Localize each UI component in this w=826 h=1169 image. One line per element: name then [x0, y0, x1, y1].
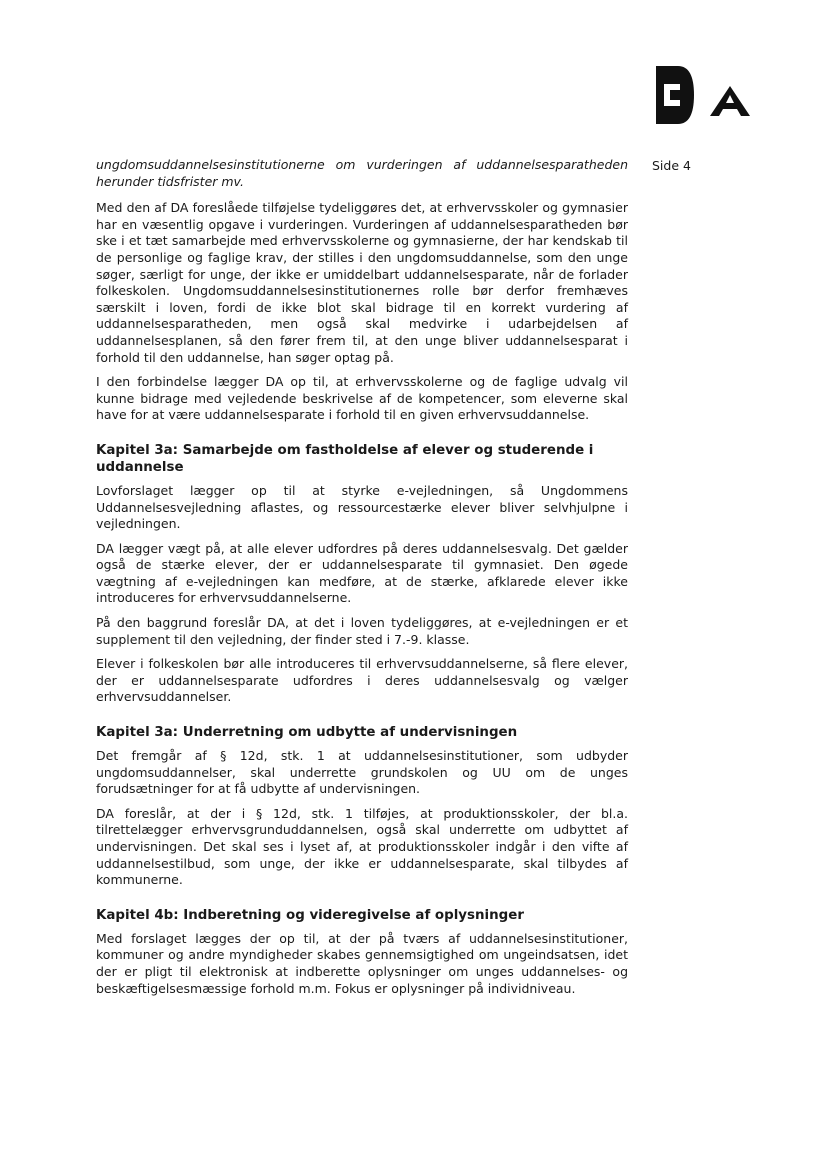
document-body: [96, 157, 628, 1005]
paragraph: På den baggrund foreslår DA, at det i loven tydeliggøres, at e-vejledningen er et supplement til den vejledning, der finder sted i 7.-9. klasse.: [96, 615, 628, 647]
logo-a-shape: [710, 86, 750, 116]
paragraph: Elever i folkeskolen bør alle introduceres til erhvervsuddannelserne, så flere elever, der er uddannelsesparate udfordres i deres uddannelsesvalg og vælger erhvervsuddannelser.: [96, 656, 628, 705]
paragraph: Lovforslaget lægger op til at styrke e-vejledningen, så Ungdommens Uddannelsesvejledning aflastes, og ressourcestærke elever bliver selvhjulpne i vejledningen.: [96, 482, 628, 532]
logo-inner-bar: [670, 90, 684, 100]
section-heading: Kapitel 4b: Indberetning og videregivelse af oplysninger: [96, 907, 524, 923]
page-number-label: Side 4: [652, 158, 691, 173]
paragraph: DA foreslår, at der i § 12d, stk. 1 tilføjes, at produktionsskoler, der bl.a. tilrettelægger erhvervsgrunduddannelsen, også skal underrette om udbyttet af undervisningen. Det skal ses i lyset af, at produktionsskoler indgår i den vifte af uddannelsestilbud, som unge, der ikke er uddannelsesparate, skal tilbydes af kommunerne.: [96, 805, 628, 888]
paragraph: DA lægger vægt på, at alle elever udfordres på deres uddannelsesvalg. Det gælder også de stærke elever, der er uddannelsesparate til gymnasiet. Den øgede vægtning af e-vejledningen kan medføre, at de stærke, afklarede elever ikke introduceres for erhvervsuddannelserne.: [96, 540, 628, 606]
paragraph: I den forbindelse lægger DA op til, at erhvervsskolerne og de faglige udvalg vil kunne bidrage med vejledende beskrivelse af de kompetencer, som eleverne skal have for at være uddannelsesparate i forhold til en given erhvervsuddannelse.: [96, 374, 628, 423]
section-heading: Kapitel 3a: Underretning om udbytte af undervisningen: [96, 725, 518, 741]
intro-paragraph: ungdomsuddannelsesinstitutionerne om vurderingen af uddannelsesparatheden herunder tidsfrister mv.: [96, 157, 628, 189]
section-heading: Kapitel 3a: Samarbejde om fastholdelse af elever og studerende i uddannelse: [96, 442, 594, 475]
paragraph: Det fremgår af § 12d, stk. 1 at uddannelsesinstitutioner, som udbyder ungdomsuddannelser, skal underrette grundskolen og UU om de unges forudsætninger for at få udbytte af undervisningen.: [96, 748, 628, 797]
paragraph: Med den af DA foreslåede tilføjelse tydeliggøres det, at erhvervsskoler og gymnasier har en væsentlig opgave i vurderingen. Vurderingen af uddannelsesparatheden bør ske i et tæt samarbejde med erhvervsskolerne og gymnasierne, der har kendskab til de personlige og faglige krav, der stilles i den ungdomsuddannelse, som den unge søger, særligt for unge, der ikke er umiddelbart uddannelsesparate, når de forlader folkeskolen. Ungdomsuddannelsesinstitutionernes rolle bør derfor fremhæves særskilt i loven, fordi de ikke blot skal bidrage til en korrekt vurdering af uddannelsesparatheden, men også skal medvirke i udarbejdelsen af uddannelsesplanen, så den fører frem til, at den unge bliver uddannelsesparat i forhold til den uddannelse, han søger optag på.: [96, 200, 628, 365]
da-logo: [654, 64, 762, 126]
paragraph: Med forslaget lægges der op til, at der på tværs af uddannelsesinstitutioner, kommuner og andre myndigheder skabes gennemsigtighed om ungeindsatsen, idet der er pligt til elektronisk at indberette oplysninger om unges uddannelses- og beskæftigelsesmæssige forhold m.m. Fokus er oplysninger på individniveau.: [96, 930, 628, 996]
